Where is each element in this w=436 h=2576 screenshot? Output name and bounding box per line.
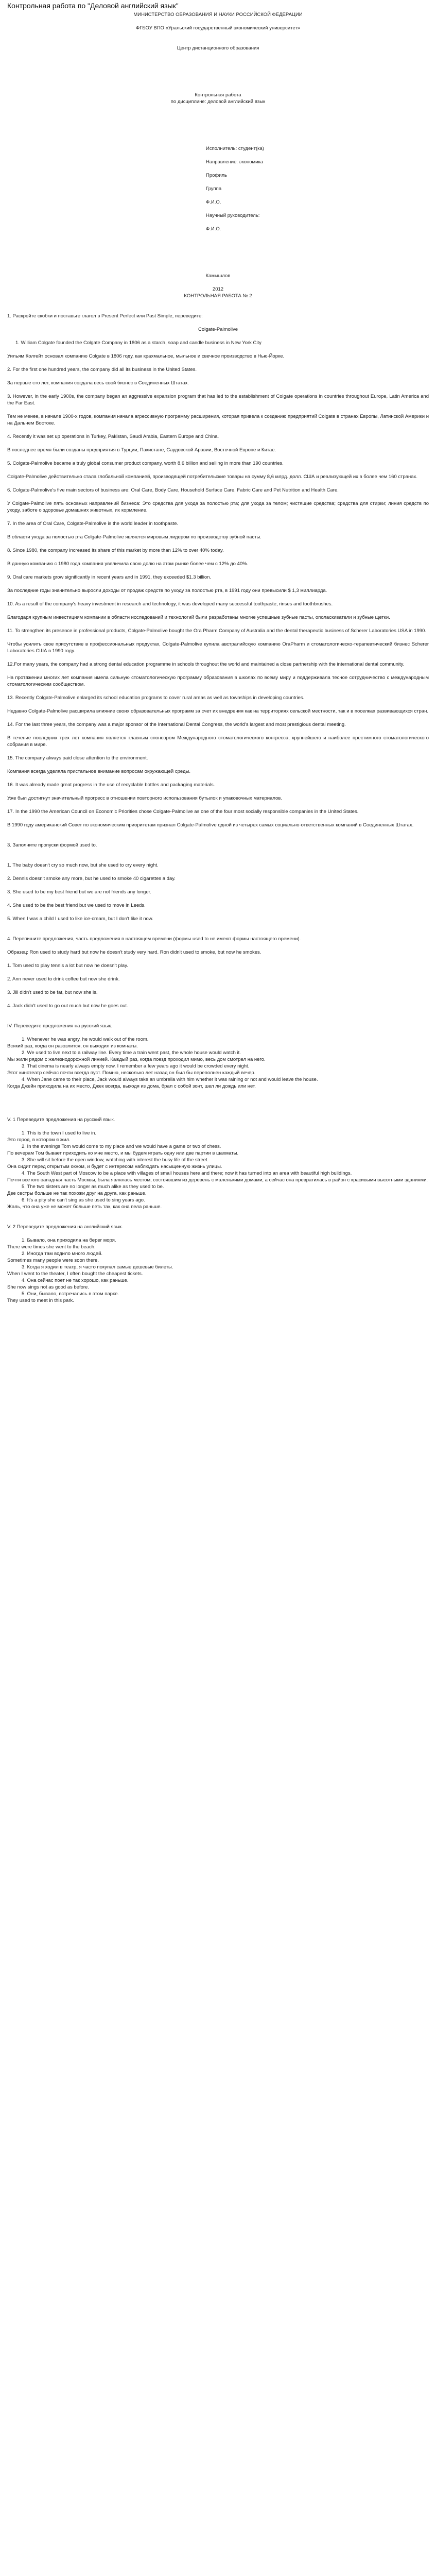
task3-list bbox=[7, 962, 429, 1009]
text-line: 5. Они, бывало, встречались в этом парке. bbox=[22, 1291, 119, 1297]
text-line: Благодаря крупным инвестициям компании в области исследований и технологий были разработаны многие успешные зубные пасты, ополаскиватели и зубные щетки. bbox=[7, 615, 390, 620]
text-line: Мы жили рядом с железнодорожной линией. Каждый раз, когда поезд проходил мимо, весь дом смотрел на него. bbox=[7, 1057, 266, 1062]
text-line: 4. Она сейчас поет не так хорошо, как раньше. bbox=[22, 1278, 129, 1283]
text-line: Чтобы усилить свое присутствие в профессиональных продуктах, Colgate-Palmolive купила австралийскую компанию OraPharm и стоматологическо-терапевтический бизнес Scherer Laboratories США в 1990 году. bbox=[7, 641, 429, 654]
text-line: 2. For the first one hundred years, the company did all its business in the United States. bbox=[7, 367, 197, 372]
text-line: Жаль, что она уже не может больше петь так, как она пела раньше. bbox=[7, 1204, 162, 1210]
text-line: В последнее время были созданы предприятия в Турции, Пакистане, Саудовской Аравии, Восточной Европе и Китае. bbox=[7, 447, 276, 453]
text-line: 14. For the last three years, the company was a major sponsor of the International Dental Congress, the world's largest and most prestigious dental meeting. bbox=[7, 722, 346, 727]
text-line: У Colgate-Palmolive пять основных направлений бизнеса: Это средства для ухода за полостью рта; для ухода за телом; чистящие средства; средства для стирки; линия средств по уходу, заботе о здоровье домашних животных, их кормление. bbox=[7, 501, 429, 513]
student-info-block bbox=[206, 145, 429, 232]
text-line: 2. In the evenings Tom would come to my place and we would have a game or two of chess. bbox=[22, 1144, 221, 1149]
task1-list bbox=[7, 340, 429, 828]
task3-intro: 4. Перепишите предложения, часть предложения в настоящем времени (формы used to не имеют формы настоящего времени). bbox=[7, 936, 301, 942]
year-line: 2012 bbox=[212, 286, 224, 292]
text-line: 10. As a result of the company's heavy investment in research and technology, it was developed many successful toothpaste, rinses and toothbrushes. bbox=[7, 601, 333, 607]
text-line: 2. We used to live next to a railway line. Every time a train went past, the whole house would watch it. bbox=[22, 1050, 241, 1056]
task2-intro: 3. Заполните пропуски формой used to. bbox=[7, 842, 97, 848]
text-line: Недавно Colgate-Palmolive расширила влияние своих образовательных программ за счет их внедрения как на территориях сельской местности, так и в поселках развивающихся стран. bbox=[7, 708, 428, 714]
text-line: Этот кинотеатр сейчас почти всегда пуст. Помню, несколько лет назад он был бы переполнен каждый вечер. bbox=[7, 1070, 256, 1076]
text-line: 1. This is the town I used to live in. bbox=[22, 1130, 97, 1136]
text-line: Тем не менее, в начале 1900-х годов, компания начала агрессивную программу расширения, которая привела к созданию предприятий Colgate в странах Европы, Латинской Америки и на Дальнем Востоке. bbox=[7, 414, 429, 426]
text-line: Уже был достигнут значительный прогресс в отношении повторного использования бутылок и упаковочных материалов. bbox=[7, 795, 282, 801]
text-line: 3. She will sit before the open window, watching with interest the busy life of the street. bbox=[22, 1157, 209, 1163]
text-line: На протяжении многих лет компания имела сильную стоматологическую программу образования в школах по всему миру и поддерживала тесное сотрудничество с международным стоматологическим сообществом. bbox=[7, 675, 429, 687]
text-line: 3. Jill didn't used to be fat, but now she is. bbox=[7, 990, 98, 995]
text-line: 16. It was already made great progress in the use of recyclable bottles and packaging materials. bbox=[7, 782, 215, 788]
text-line: 4. When Jane came to their place, Jack would always take an umbrella with him whether it was raining or not and would leave the house. bbox=[22, 1077, 318, 1082]
text-line: Две сестры больше не так похожи друг на друга, как раньше. bbox=[7, 1191, 147, 1196]
text-line: 17. In the 1990 the American Council on Economic Priorities chose Colgate-Palmolive as one of the four most socially responsible companies in the United States. bbox=[7, 809, 359, 815]
ministry-line: МИНИСТЕРСТВО ОБРАЗОВАНИЯ И НАУКИ РОССИЙСКОЙ ФЕДЕРАЦИИ bbox=[133, 12, 303, 18]
text-line: 4. Recently it was set up operations in Turkey, Pakistan, Saudi Arabia, Eastern Europe and China. bbox=[7, 434, 219, 439]
text-line: 4. Jack didn't used to go out much but now he goes out. bbox=[7, 1003, 128, 1009]
text-line: 12.For many years, the company had a strong dental education programme in schools throughout the world and maintained a close partnership with the international dental community. bbox=[7, 662, 405, 667]
document-title: Контрольная работа по "Деловой английский язык" bbox=[7, 2, 179, 10]
name-line: Ф.И.О. bbox=[206, 199, 221, 205]
text-line: 5. When I was a child I used to like ice-cream, but I don't like it now. bbox=[7, 916, 153, 922]
task3-note: Образец: Ron used to study hard but now he doesn't study very hard. Ron didn't used to smoke, but now he smokes. bbox=[7, 950, 261, 955]
text-line: 1. The baby doesn't cry so much now, but she used to cry every night. bbox=[7, 862, 159, 868]
text-line: 3. That cinema is nearly always empty now. I remember a few years ago it would be crowded every night. bbox=[22, 1063, 250, 1069]
text-line: 2. Ann never used to drink coffee but now she drink. bbox=[7, 976, 120, 982]
text-line: 13. Recently Colgate-Palmolive enlarged its school education programs to cover rural areas as well as townships in developing countries. bbox=[7, 695, 305, 701]
text-line: 2. Dennis doesn't smoke any more, but he used to smoke 40 cigarettes a day. bbox=[7, 876, 176, 882]
discipline-line: по дисциплине: деловой английский язык bbox=[170, 99, 266, 105]
text-line: За первые сто лет, компания создала весь свой бизнес в Соединенных Штатах. bbox=[7, 380, 189, 386]
task5-intro: V. 1 Переведите предложения на русский язык. bbox=[7, 1117, 115, 1123]
text-line: В области ухода за полостью рта Colgate-Palmolive является мировым лидером по производству зубной пасты. bbox=[7, 534, 261, 540]
task6-intro: V. 2 Переведите предложения на английский язык. bbox=[7, 1224, 123, 1230]
text-line: 1. William Colgate founded the Colgate Company in 1806 as a starch, soap and candle business in New York City bbox=[15, 340, 261, 346]
task6-list bbox=[7, 1237, 429, 1304]
text-line: В течение последних трех лет компания является главным спонсором Международного стоматологического конгресса, крупнейшего и наиболее престижного стоматологического собрания в мире. bbox=[7, 735, 429, 748]
control-work-number: КОНТРОЛЬНАЯ РАБОТА № 2 bbox=[184, 293, 252, 299]
task1-company: Colgate-Palmolive bbox=[198, 327, 238, 332]
text-line: Она сидит перед открытым окном, и будет с интересом наблюдать насыщенную жизнь улицы. bbox=[7, 1164, 222, 1170]
text-line: 4. She used to be the best friend but we used to move in Leeds. bbox=[7, 903, 146, 908]
text-line: 1. Tom used to play tennis a lot but now he doesn't play. bbox=[7, 963, 128, 969]
text-line: They used to meet in this park. bbox=[7, 1298, 74, 1303]
text-line: Когда Джейн приходила на их место, Джек всегда, выходя из дома, брал с собой зонт, шел ли дождь или нет. bbox=[7, 1083, 256, 1089]
text-line: За последние годы значительно выросли доходы от продаж средств по уходу за полостью рта, в 1991 году они превысили $ 1,3 миллиарда. bbox=[7, 588, 327, 594]
text-line: 1. Бывало, она приходила на берег моря. bbox=[22, 1238, 116, 1243]
text-line: 1. Whenever he was angry, he would walk out of the room. bbox=[22, 1037, 149, 1042]
text-line: Компания всегда уделяла пристальное внимание вопросам окружающей среды. bbox=[7, 769, 190, 774]
university-line: ФГБОУ ВПО «Уральский государственный экономический университет» bbox=[136, 25, 300, 31]
text-line: Уильям Колгейт основал компанию Colgate в 1806 году, как крахмальное, мыльное и свечное производство в Нью-Йорке. bbox=[7, 353, 285, 359]
text-line: Всякий раз, когда он разозлится, он выходил из комнаты. bbox=[7, 1043, 138, 1049]
text-line: 5. The two sisters are no longer as much alike as they used to be. bbox=[22, 1184, 164, 1190]
text-line: 3. Когда я ходил в театр, я часто покупал самые дешевые билеты. bbox=[22, 1264, 173, 1270]
text-line: 2. Иногда там водило много людей. bbox=[22, 1251, 103, 1257]
text-line: Colgate-Palmolive действительно стала глобальной компанией, производящей потребительские товары на сумму 8,6 млрд. долл. США и реализующей их в более чем 160 странах. bbox=[7, 474, 417, 480]
text-line: Это город, в котором я жил. bbox=[7, 1137, 71, 1143]
text-line: Почти все юго-западная часть Москвы, была являлась местом, состоявшим из деревень с маленькими домами; а сейчас она превратилась в район с красивыми высотными зданиями. bbox=[7, 1177, 428, 1183]
text-line: 11. To strengthen its presence in professional products, Colgate-Palmolive bought the Ora Pharm Company of Australia and the dental therapeutic business of Scherer Laboratories USA in 1990. bbox=[7, 628, 426, 634]
task2-list bbox=[7, 862, 429, 922]
text-line: When I went to the theater, I often bought the cheapest tickets. bbox=[7, 1271, 143, 1277]
text-line: 7. In the area of Oral Care, Colgate-Palmolive is the world leader in toothpaste. bbox=[7, 521, 179, 527]
text-line: 8. Since 1980, the company increased its share of this market by more than 12% to over 40% today. bbox=[7, 548, 224, 553]
text-line: She now sings not as good as before. bbox=[7, 1284, 89, 1290]
text-line: 9. Oral care markets grow significantly in recent years and in 1991, they exceeded $1.3 billion. bbox=[7, 574, 212, 580]
text-line: Sometimes many people were soon there. bbox=[7, 1258, 99, 1263]
text-line: В 1990 году американский Совет по экономическим приоритетам признал Colgate-Palmolive одной из четырех самых социально-ответственных компаний в Соединенных Штатах. bbox=[7, 822, 414, 828]
group-line: Группа bbox=[206, 186, 222, 192]
text-line: В данную компанию с 1980 года компания увеличила свою долю на этом рынке более чем с 12% до 40%. bbox=[7, 561, 249, 567]
profile-line: Профиль bbox=[206, 173, 228, 178]
text-line: 3. However, in the early 1900s, the company began an aggressive expansion program that has led to the establishment of Colgate operations in countries throughout Europe, Latin America and the Far East. bbox=[7, 394, 429, 406]
supervisor-line: Научный руководитель: bbox=[206, 213, 260, 218]
direction-line: Направление: экономика bbox=[206, 159, 264, 165]
work-title: Контрольная работа bbox=[195, 92, 241, 98]
text-line: По вечерам Том бывает приходить ко мне место, и мы будем играть одну или две партии в шахматы. bbox=[7, 1150, 239, 1156]
task5-list bbox=[7, 1130, 429, 1210]
text-line: 3. She used to be my best friend but we are not friends any longer. bbox=[7, 889, 151, 895]
text-line: 6. Colgate-Palmolive's five main sectors of business are: Oral Care, Body Care, Household Surface Care, Fabric Care and Pet Nutrition and Health Care. bbox=[7, 487, 339, 493]
text-line: 6. It's a pity she can't sing as she used to sing years ago. bbox=[22, 1197, 145, 1203]
performer-line: Исполнитель: студент(ка) bbox=[206, 146, 264, 151]
task1-intro: 1. Раскройте скобки и поставьте глагол в Present Perfect или Past Simple, переведите: bbox=[7, 313, 203, 319]
task4-list bbox=[7, 1036, 429, 1090]
text-line: 5. Colgate-Palmolive became a truly global consumer product company, worth 8,6 billion and selling in more than 190 countries. bbox=[7, 461, 284, 466]
text-line: 4. The South West part of Moscow to be a place with villages of small houses here and there; now it has turned into an area with beautiful high buildings. bbox=[22, 1171, 352, 1176]
task4-intro: IV. Переведите предложения на русский язык. bbox=[7, 1023, 112, 1029]
text-line: 15. The company always paid close attention to the environment. bbox=[7, 755, 148, 761]
supervisor-name-line: Ф.И.О. bbox=[206, 226, 221, 232]
center-line: Центр дистанционного образования bbox=[177, 45, 259, 51]
city-line: Камышлов bbox=[205, 273, 231, 279]
text-line: There were times she went to the beach. bbox=[7, 1244, 96, 1250]
